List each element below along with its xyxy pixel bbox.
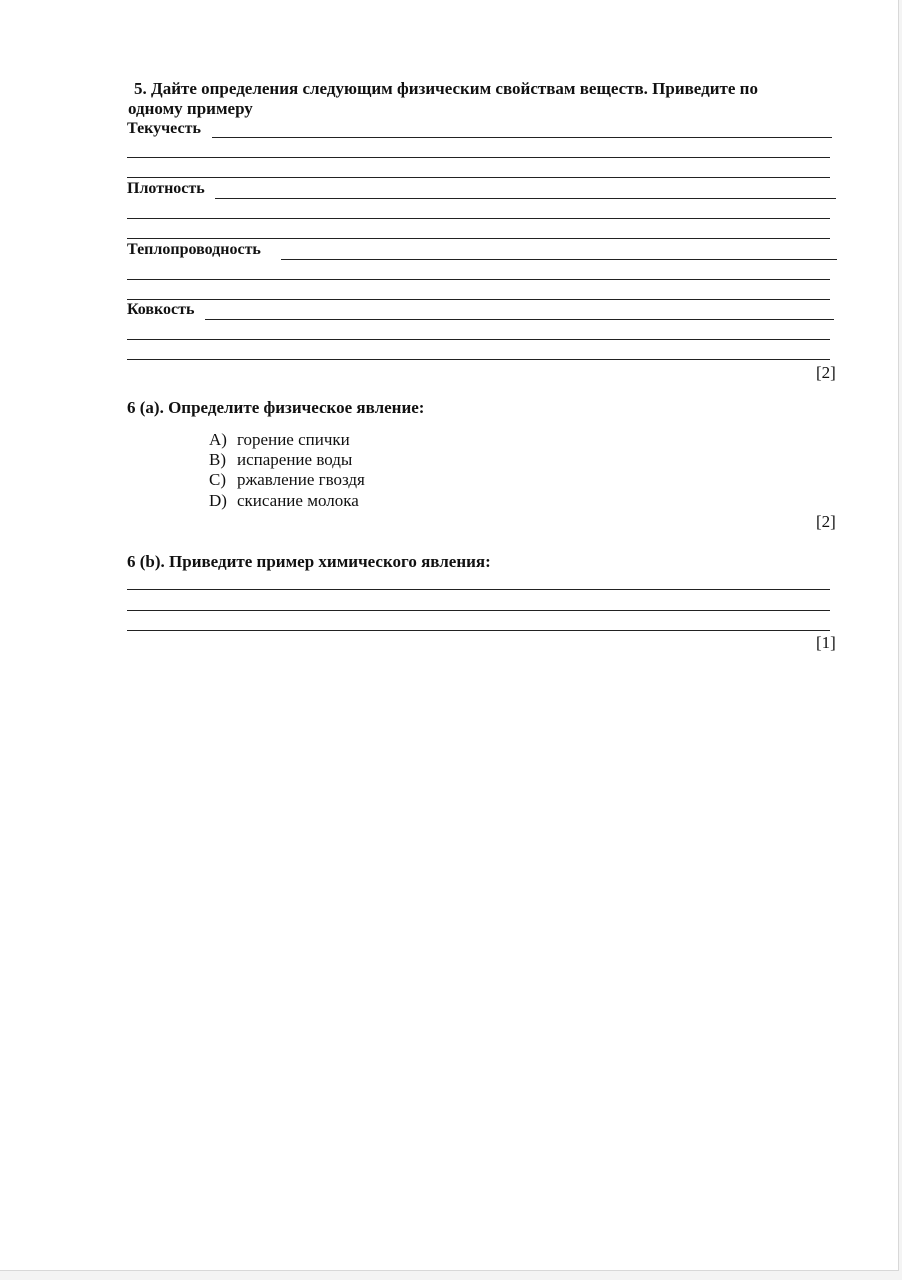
option-text: ржавление гвоздя [237, 470, 365, 489]
answer-line[interactable] [127, 589, 830, 590]
property-label-thermal-conductivity: Теплопроводность [127, 241, 261, 258]
answer-line[interactable] [127, 238, 830, 239]
property-label-density: Плотность [127, 180, 205, 197]
property-label-fluidity: Текучесть [127, 120, 201, 137]
option-c[interactable] [209, 470, 365, 490]
q5-title-line2: одному примеру [128, 99, 253, 118]
answer-line[interactable] [127, 218, 830, 219]
option-a[interactable] [209, 430, 350, 450]
answer-line[interactable] [127, 610, 830, 611]
q5-marks: [2] [816, 363, 836, 382]
answer-line[interactable] [205, 319, 834, 320]
option-text: испарение воды [237, 450, 353, 469]
answer-line[interactable] [127, 279, 830, 280]
answer-line[interactable] [127, 177, 830, 178]
answer-line[interactable] [127, 157, 830, 158]
option-text: скисание молока [237, 491, 359, 510]
option-letter: B) [209, 450, 226, 469]
answer-line[interactable] [281, 259, 837, 260]
answer-line[interactable] [127, 299, 830, 300]
answer-line[interactable] [127, 630, 830, 631]
q5-title-line1: 5. Дайте определения следующим физическим свойствам веществ. Приведите по [134, 79, 758, 98]
property-label-malleability: Ковкость [127, 301, 195, 318]
option-d[interactable] [209, 491, 359, 511]
option-letter: C) [209, 470, 226, 489]
q6b-marks: [1] [816, 633, 836, 652]
answer-line[interactable] [127, 359, 830, 360]
q6b-title: 6 (b). Приведите пример химического явления: [127, 552, 491, 571]
answer-line[interactable] [212, 137, 832, 138]
option-text: горение спички [237, 430, 350, 449]
option-letter: D) [209, 491, 227, 510]
q6a-marks: [2] [816, 512, 836, 531]
q6a-title: 6 (a). Определите физическое явление: [127, 398, 425, 417]
option-b[interactable] [209, 450, 352, 470]
answer-line[interactable] [215, 198, 836, 199]
answer-line[interactable] [127, 339, 830, 340]
option-letter: A) [209, 430, 227, 449]
